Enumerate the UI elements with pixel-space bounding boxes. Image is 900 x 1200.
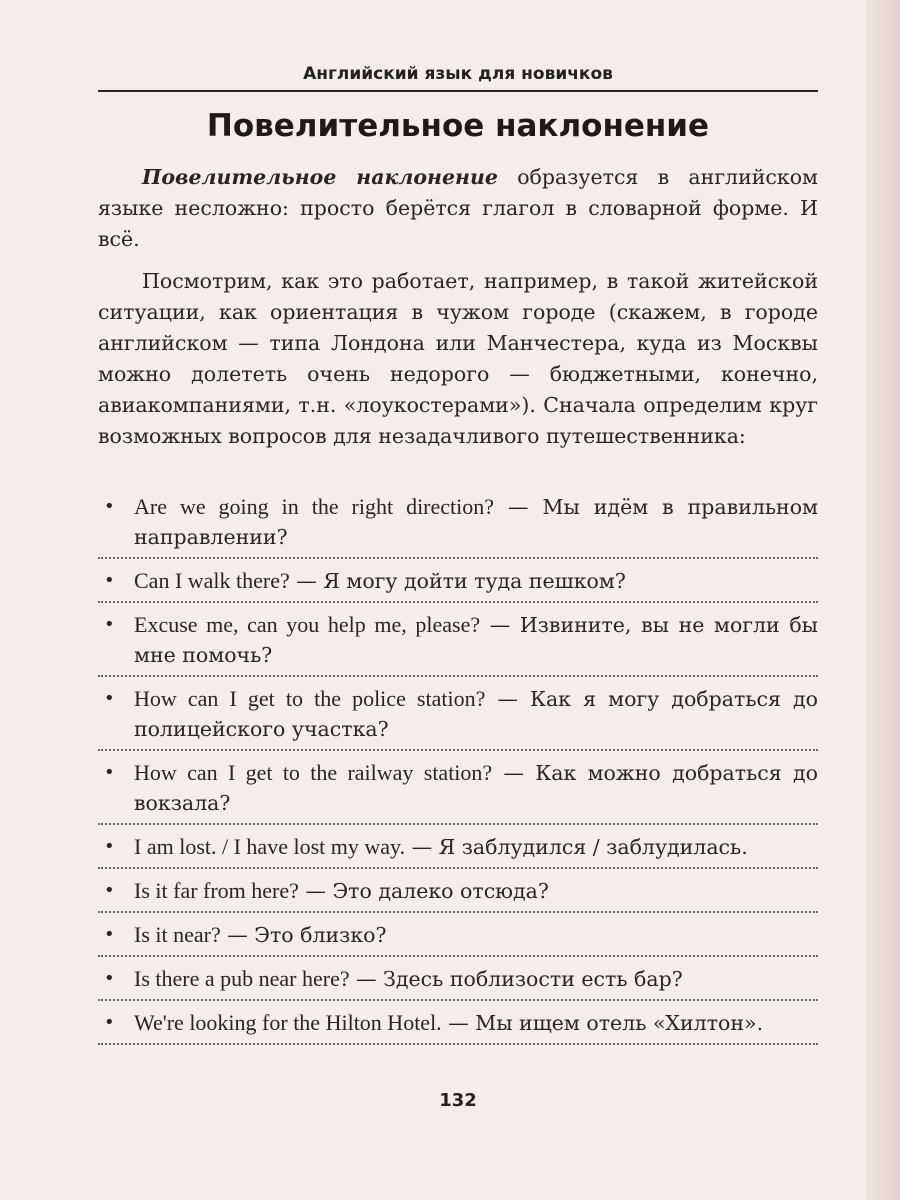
phrase-item xyxy=(98,874,818,913)
phrase-english: Are we going in the right direction? xyxy=(134,494,495,519)
bullet-icon: • xyxy=(104,968,115,989)
phrase-item xyxy=(98,682,818,751)
bullet-icon: • xyxy=(104,496,115,517)
paragraph-intro-rest: образуется в английском языке несложно: просто берётся глагол в словарной форме. И всё. xyxy=(98,165,818,251)
header-rule xyxy=(98,90,818,92)
paragraph-context: Посмотрим, как это работает, например, в такой житейской ситуации, как ориентация в чужом городе (скажем, в городе английском — типа Лондона или Манчестера, куда из Москвы можно долететь очень недорого — бюджетными, конечно, авиакомпаниями, т.н. «лоукостерами»). Сначала определим круг возможных вопросов для незадачливого путешественника: xyxy=(98,269,818,448)
phrase-item xyxy=(98,756,818,825)
phrase-english: We're looking for the Hilton Hotel. xyxy=(134,1010,442,1035)
phrase-list xyxy=(98,490,818,1045)
phrase-english: Excuse me, can you help me, please? xyxy=(134,612,481,637)
phrase-english: Is it far from here? xyxy=(134,878,299,903)
bullet-icon: • xyxy=(104,924,115,945)
phrase-item xyxy=(98,962,818,1001)
phrase-english: How can I get to the railway station? xyxy=(134,760,493,785)
running-header: Английский язык для новичков xyxy=(303,64,613,84)
bullet-icon: • xyxy=(104,762,115,783)
phrase-russian: — Я могу дойти туда пешком? xyxy=(289,569,626,593)
phrase-item xyxy=(98,830,818,869)
term-highlight: Повелительное наклонение xyxy=(142,165,498,189)
phrase-russian: — Как я могу добраться до полицейского участка? xyxy=(134,687,818,741)
bullet-icon: • xyxy=(104,614,115,635)
phrase-russian: — Здесь поблизости есть бар? xyxy=(349,967,683,991)
phrase-russian: — Извините, вы не могли бы мне помочь? xyxy=(134,613,818,667)
phrase-english: Is there a pub near here? xyxy=(134,966,350,991)
phrase-english: How can I get to the police station? xyxy=(134,686,486,711)
phrase-russian: — Как можно добраться до вокзала? xyxy=(134,761,818,815)
phrase-item xyxy=(98,608,818,677)
paragraph-intro xyxy=(98,162,818,255)
phrase-russian: — Это близко? xyxy=(220,923,387,947)
phrase-item xyxy=(98,1006,818,1045)
bullet-icon: • xyxy=(104,688,115,709)
phrase-russian: — Мы идём в правильном направлении? xyxy=(134,495,818,549)
phrase-english: I am lost. / I have lost my way. xyxy=(134,834,406,859)
phrase-english: Is it near? xyxy=(134,922,221,947)
bullet-icon: • xyxy=(104,836,115,857)
phrase-russian: — Это далеко отсюда? xyxy=(298,879,549,903)
bullet-icon: • xyxy=(104,880,115,901)
phrase-english: Can I walk there? xyxy=(134,568,290,593)
bullet-icon: • xyxy=(104,570,115,591)
bullet-icon: • xyxy=(104,1012,115,1033)
body-text xyxy=(98,162,818,463)
page-number: 132 xyxy=(439,1090,477,1111)
phrase-item xyxy=(98,564,818,603)
phrase-item xyxy=(98,490,818,559)
page-edge-shadow xyxy=(866,0,900,1200)
phrase-item xyxy=(98,918,818,957)
section-title: Повелительное наклонение xyxy=(206,108,710,144)
phrase-russian: — Мы ищем отель «Хилтон». xyxy=(441,1011,764,1035)
phrase-russian: — Я заблудился / заблудилась. xyxy=(405,835,748,859)
